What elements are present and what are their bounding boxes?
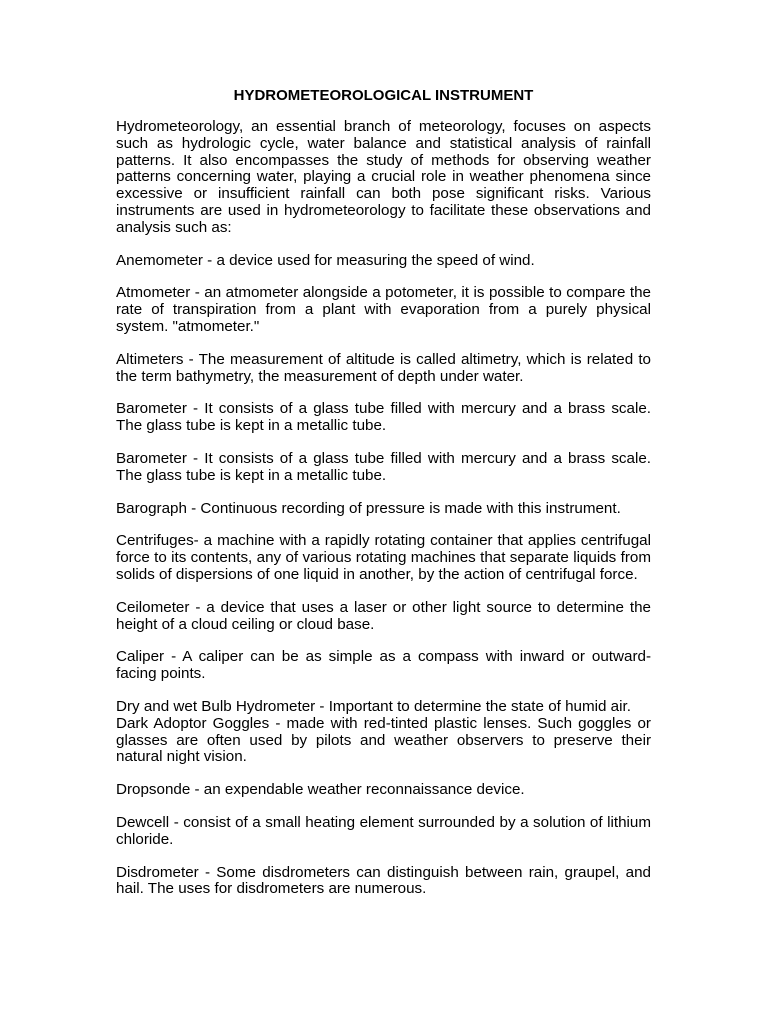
paragraph-altimeters: Altimeters - The measurement of altitude is called altimetry, which is related to the term bathymetry, the measurement of depth under water. [116,350,651,385]
paragraph-anemometer: Anemometer - a device used for measuring the speed of wind. [116,251,535,269]
paragraph-intro: Hydrometeorology, an essential branch of meteorology, focuses on aspects such as hydrologic cycle, water balance and statistical analysis of rainfall patterns. It also encompasses the study of methods for observing weather patterns concerning water, playing a crucial role in weather phenomena since excessive or insufficient rainfall can both pose significant risks. Various instruments are used in hydrometeorology to facilitate these observations and analysis such as: [116,118,651,236]
paragraph-barometer-2: Barometer - It consists of a glass tube filled with mercury and a brass scale. The glass tube is kept in a metallic tube. [116,449,651,484]
paragraph-dropsonde: Dropsonde - an expendable weather reconnaissance device. [116,781,525,799]
paragraph-disdrometer: Disdrometer - Some disdrometers can distinguish between rain, graupel, and hail. The uses for disdrometers are numerous. [116,863,651,898]
document-page [116,86,651,914]
paragraph-dark-adaptor-goggles: Dark Adoptor Goggles - made with red-tinted plastic lenses. Such goggles or glasses are often used by pilots and weather observers to preserve their natural night vision. [116,714,651,766]
paragraph-caliper: Caliper - A caliper can be as simple as a compass with inward or outward-facing points. [116,648,651,683]
paragraph-centrifuges: Centrifuges- a machine with a rapidly rotating container that applies centrifugal force to its contents, any of various rotating machines that separate liquids from solids of dispersions of one liquid in another, by the action of centrifugal force. [116,532,651,583]
document-title: HYDROMETEOROLOGICAL INSTRUMENT [233,87,534,104]
paragraph-barograph: Barograph - Continuous recording of pressure is made with this instrument. [116,499,621,517]
paragraph-ceilometer: Ceilometer - a device that uses a laser or other light source to determine the height of a cloud ceiling or cloud base. [116,598,651,633]
paragraph-dewcell: Dewcell - consist of a small heating element surrounded by a solution of lithium chloride. [116,813,651,848]
paragraph-atmometer: Atmometer - an atmometer alongside a potometer, it is possible to compare the rate of transpiration from a plant with evaporation from a purely physical system. "atmometer." [116,284,651,335]
paragraph-dry-wet-bulb: Dry and wet Bulb Hydrometer - Important to determine the state of humid air. [116,697,631,715]
paragraph-barometer-1: Barometer - It consists of a glass tube filled with mercury and a brass scale. The glass tube is kept in a metallic tube. [116,400,651,435]
